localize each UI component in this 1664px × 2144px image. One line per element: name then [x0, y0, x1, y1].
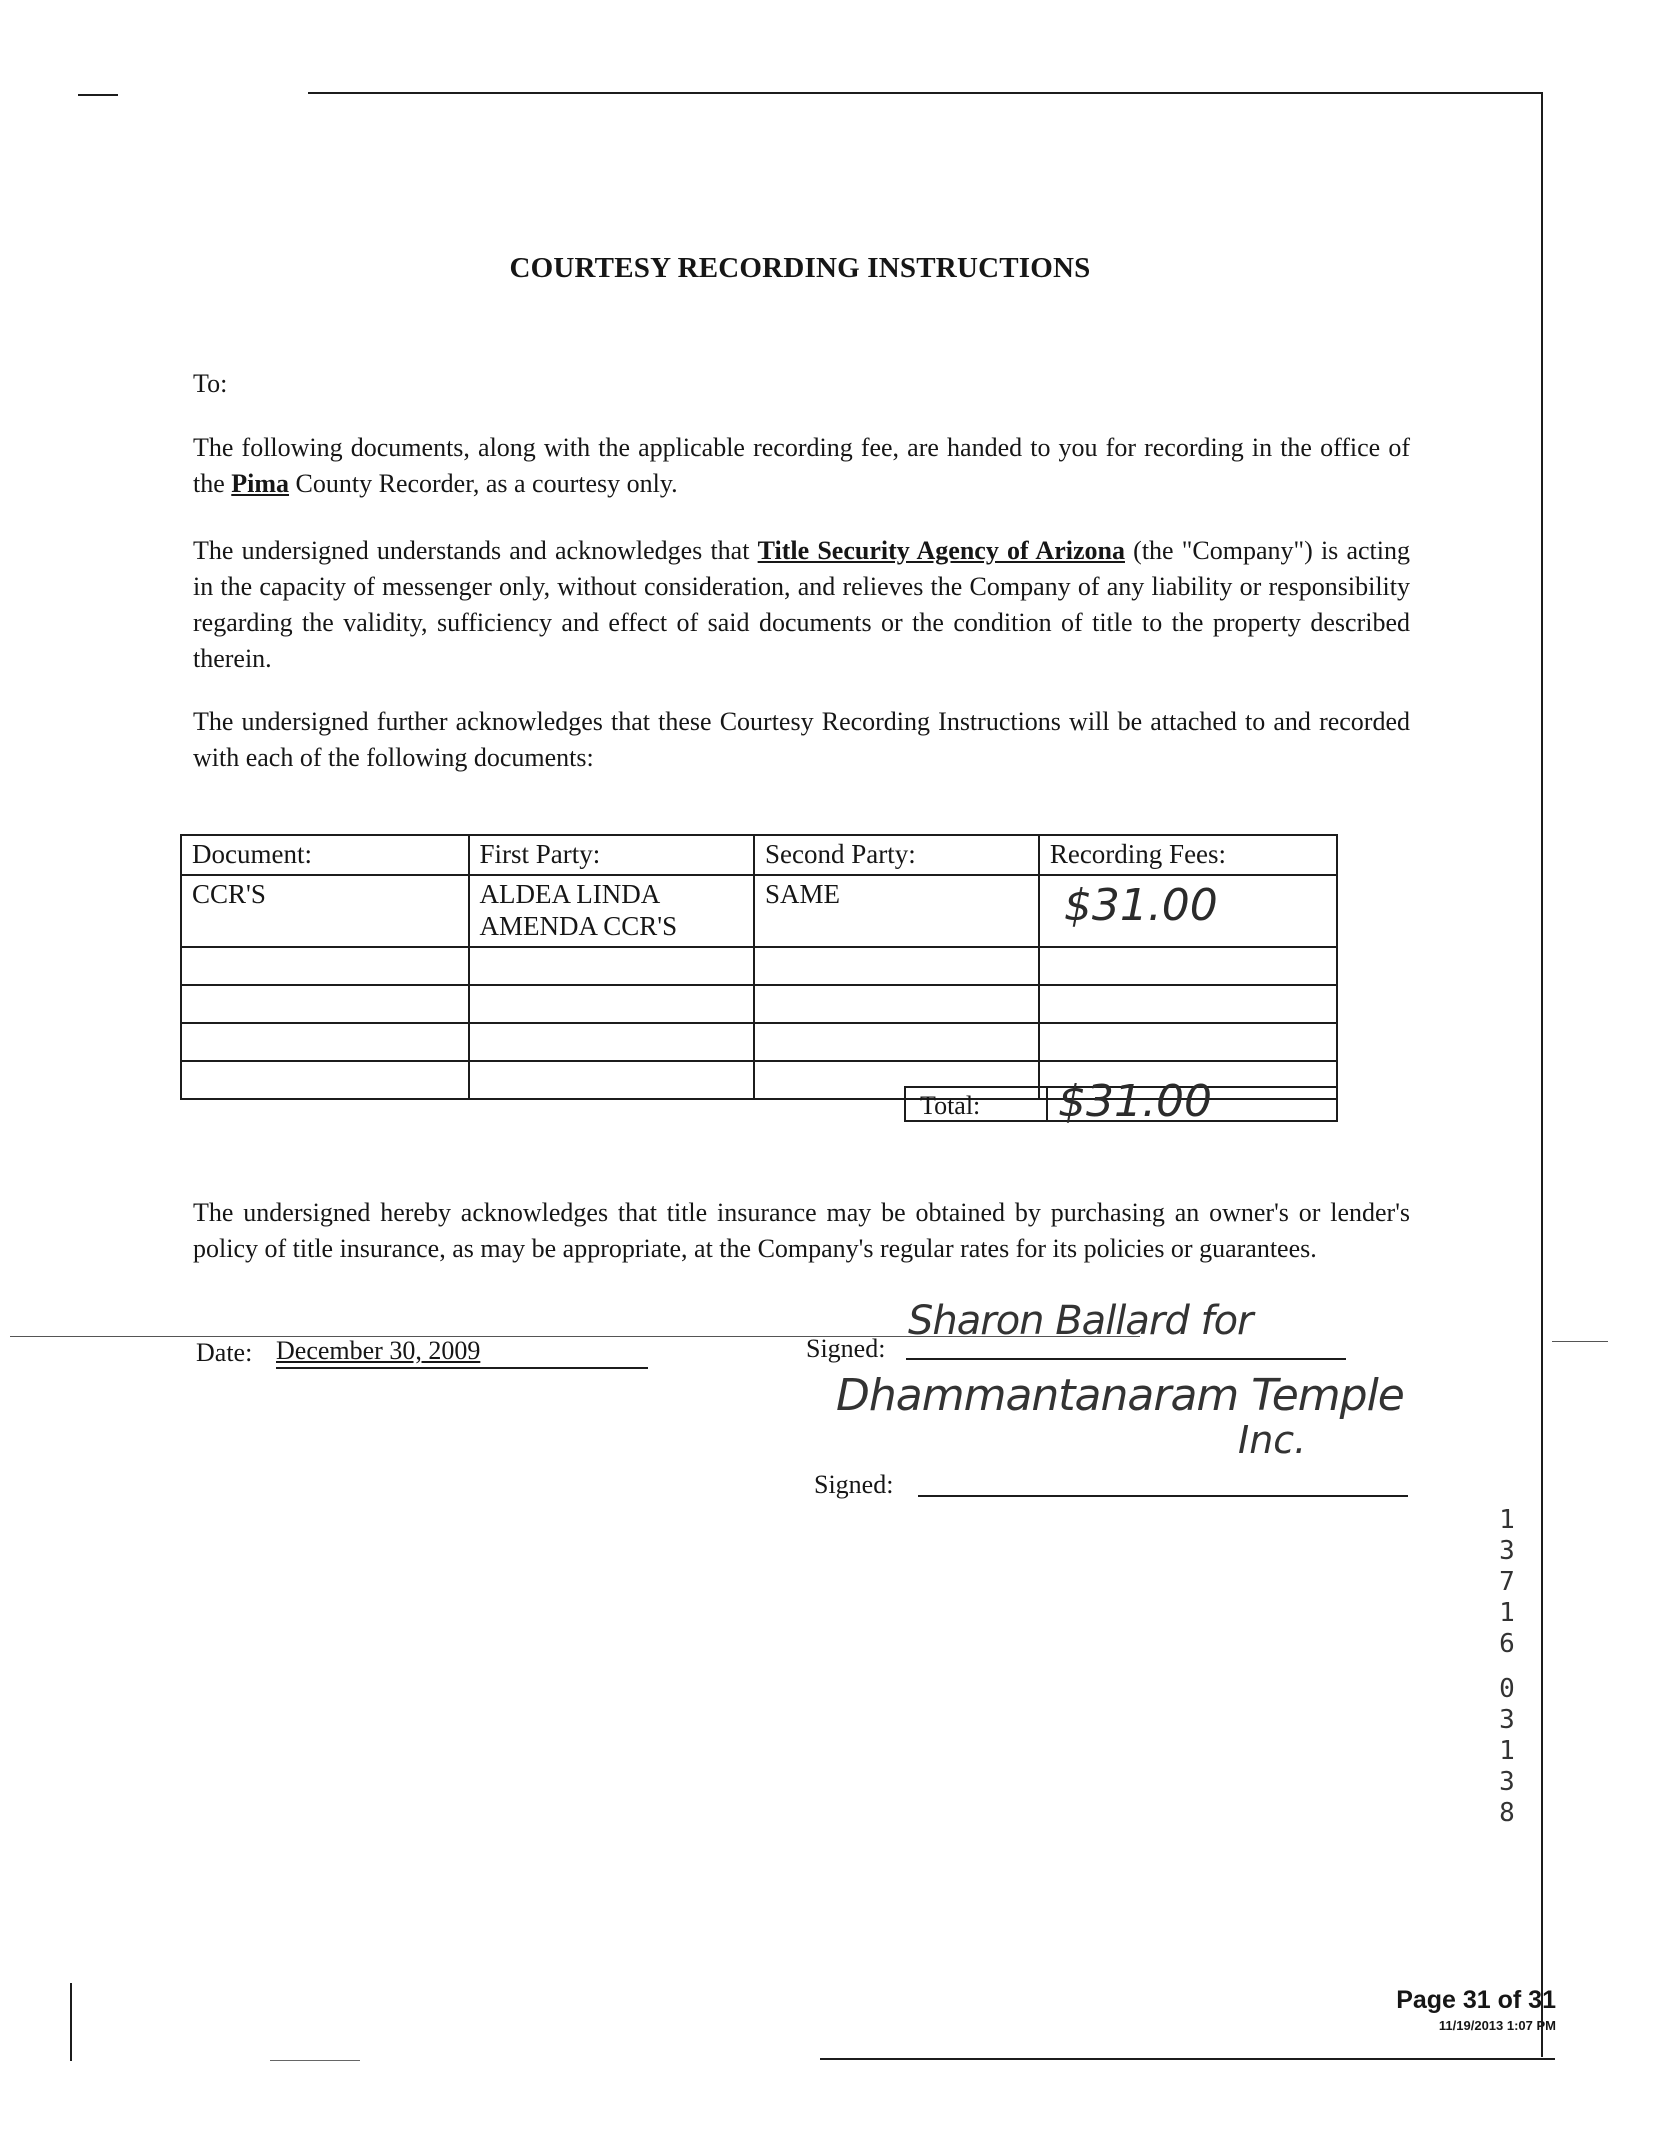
table-row [181, 947, 1337, 985]
paragraph-fees-text-a: The following documents, along with the applicable recording fee, are handed to you for recording in the office of the [193, 433, 1410, 498]
cell-second-party: SAME [754, 875, 1039, 947]
left-margin-bar [70, 1983, 72, 2061]
paragraph-attachment: The undersigned further acknowledges that these Courtesy Recording Instructions will be attached to and recorded with each of the following documents: [193, 707, 1410, 772]
stamp-digit: 1 [1499, 1736, 1515, 1766]
stamp-digit: 1 [1499, 1505, 1515, 1535]
stamp-digit: 6 [1499, 1629, 1515, 1659]
total-value-box [1046, 1076, 1338, 1127]
signed-label-2: Signed: [814, 1470, 894, 1499]
date-label: Date: [196, 1338, 253, 1367]
stamp-digit: 3 [1499, 1767, 1515, 1797]
signature-handwritten-line1: Sharon Ballard for [908, 1298, 1253, 1344]
stamp-digit: 0 [1499, 1674, 1515, 1704]
total-label: Total: [904, 1086, 1048, 1122]
table-header-row [181, 835, 1337, 875]
first-party-line1: ALDEA LINDA [479, 879, 661, 909]
date-value: December 30, 2009 [276, 1336, 481, 1365]
stamp-digit: 7 [1499, 1567, 1515, 1597]
signature-line-1 [906, 1358, 1346, 1360]
cell-first-party [469, 875, 754, 947]
header-recording-fees: Recording Fees: [1039, 835, 1337, 875]
paragraph-liability-text-b: (the "Company") is acting in the capacity of messenger only, without consideration, and relieves the Company of any liability or responsibility regarding the validity, sufficiency and effect of said documents or the condition of title to the property described therein. [193, 536, 1410, 673]
signed-label-1: Signed: [806, 1334, 886, 1363]
company-name: Title Security Agency of Arizona [757, 536, 1125, 565]
county-name: Pima [231, 469, 290, 498]
signature-line-2 [918, 1495, 1408, 1497]
total-handwritten: $31.00 [1058, 1076, 1212, 1127]
header-first-party: First Party: [469, 835, 754, 875]
top-border [308, 92, 1542, 94]
header-document: Document: [181, 835, 469, 875]
signature-handwritten-line2: Dhammantanaram Temple [836, 1370, 1404, 1421]
signature-handwritten-line3: Inc. [1238, 1418, 1307, 1462]
stamp-digit: 3 [1499, 1536, 1515, 1566]
cell-document: CCR'S [181, 875, 469, 947]
document-title: COURTESY RECORDING INSTRUCTIONS [509, 252, 1091, 284]
right-border [1541, 92, 1543, 2057]
paragraph-title-insurance: The undersigned hereby acknowledges that title insurance may be obtained by purchasing an owner's or lender's policy of title insurance, as may be appropriate, at the Company's regular rates for its policies or guarantees. [193, 1198, 1410, 1263]
date-line [276, 1367, 648, 1369]
bottom-noise [270, 2060, 360, 2061]
paragraph-liability-text-a: The undersigned understands and acknowledges that [193, 536, 758, 565]
header-second-party: Second Party: [754, 835, 1039, 875]
table-row [181, 1023, 1337, 1061]
stamp-digit: 1 [1499, 1598, 1515, 1628]
recording-stamp-number [1492, 1505, 1522, 1829]
fee-handwritten: $31.00 [1063, 880, 1218, 931]
paragraph-liability [193, 533, 1410, 677]
first-party-line2: AMENDA CCR'S [479, 911, 678, 941]
table-row [181, 985, 1337, 1023]
fold-line-right [1552, 1341, 1608, 1342]
stamp-digit: 8 [1499, 1798, 1515, 1828]
stamp-digit: 3 [1499, 1705, 1515, 1735]
recording-table [180, 834, 1338, 1100]
table-row [181, 875, 1337, 947]
top-left-dash [78, 94, 118, 96]
print-timestamp: 11/19/2013 1:07 PM [1438, 2018, 1556, 2033]
to-label: To: [193, 369, 228, 398]
paragraph-fees [193, 430, 1410, 502]
cell-fee [1039, 875, 1337, 947]
paragraph-fees-text-b: County Recorder, as a courtesy only. [289, 469, 678, 498]
page-number: Page 31 of 31 [1396, 1986, 1556, 2014]
bottom-border [820, 2058, 1555, 2060]
